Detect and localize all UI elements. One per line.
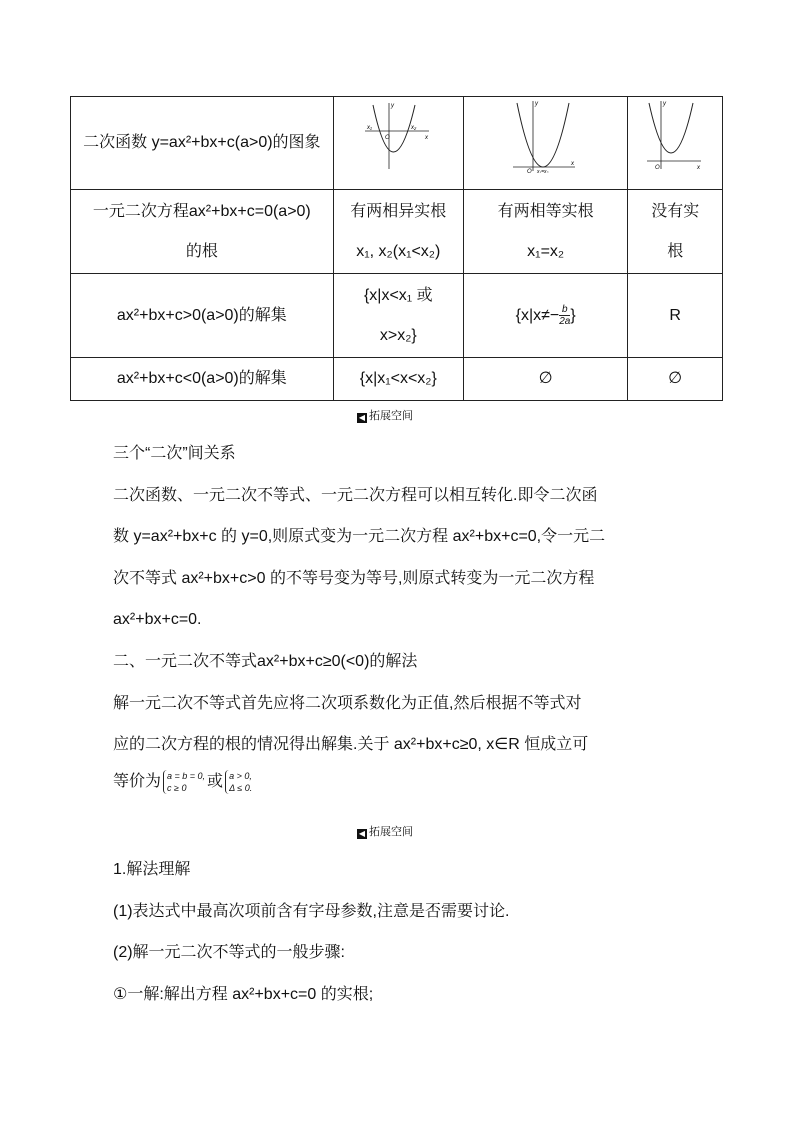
comparison-table: [70, 96, 723, 401]
paragraph: 次不等式 ax²+bx+c>0 的不等号变为等号,则原式转变为一元二次方程: [113, 570, 595, 587]
paragraph: (2)解一元二次不等式的一般步骤:: [113, 944, 346, 961]
paragraph: 二次函数、一元二次不等式、一元二次方程可以相互转化.即令二次函: [113, 487, 598, 504]
root-x2-label: x₂: [411, 125, 417, 131]
graph-two-roots: [333, 97, 463, 190]
cell-no-root: 没有实 根: [628, 190, 723, 274]
cell-solution-no-root: R: [628, 274, 723, 358]
cell-solution-two-roots: {x|x₁<x<x₂}: [333, 358, 463, 401]
axis-y-label: y: [663, 101, 667, 107]
paragraph: 三个“二次”间关系: [113, 445, 236, 462]
paragraph: 解一元二次不等式首先应将二次项系数化为正值,然后根据不等式对: [113, 695, 582, 712]
cell-solution-no-root: ∅: [628, 358, 723, 401]
speaker-icon: ◀: [358, 829, 366, 838]
table-row: [71, 358, 723, 401]
axis-x-label: x: [697, 165, 701, 171]
axis-y-label: y: [534, 101, 538, 107]
fraction: $\frac{b}{2a}$: [559, 303, 571, 327]
paragraph: 应的二次方程的根的情况得出解集.关于 ax²+bx+c≥0, x∈R 恒成立可: [113, 736, 589, 753]
cell-solution-one-root: {x|x≠− $\frac{b}{2a}$ }: [463, 274, 628, 358]
cell-solution-two-roots: {x|x<x₁ 或 x>x₂}: [333, 274, 463, 358]
equation-system: a = b = 0, c ≥ 0: [163, 770, 205, 794]
paragraph: ax²+bx+c=0.: [113, 611, 202, 628]
paragraph: 1.解法理解: [113, 861, 191, 878]
row-label: 二次函数 y=ax²+bx+c(a>0)的图象: [71, 97, 334, 190]
double-root-label: x₁=x₂: [536, 169, 549, 173]
cell-one-root: 有两相等实根 x₁=x₂: [463, 190, 628, 274]
table-row: [71, 274, 723, 358]
parabola-two-roots-graph: [363, 99, 433, 171]
axis-y-label: y: [391, 103, 395, 109]
row-label: 一元二次方程ax²+bx+c=0(a>0) 的根: [71, 190, 334, 274]
graph-no-root: [628, 97, 723, 190]
parabola-no-root-graph: [645, 97, 705, 173]
cell-solution-one-root: ∅: [463, 358, 628, 401]
paragraph: ①一解:解出方程 ax²+bx+c=0 的实根;: [113, 986, 374, 1003]
equation-system: a > 0, Δ ≤ 0.: [225, 770, 252, 794]
paragraph: 数 y=ax²+bx+c 的 y=0,则原式变为一元二次方程 ax²+bx+c=0,令一元二: [113, 528, 606, 545]
paragraph: (1)表达式中最高次项前含有字母参数,注意是否需要讨论.: [113, 903, 510, 920]
table-row: [71, 190, 723, 274]
root-x1-label: x₁: [367, 125, 373, 131]
graph-one-root: [463, 97, 628, 190]
paragraph: 等价为 a = b = 0, c ≥ 0 或 a > 0, Δ ≤ 0.: [113, 771, 253, 793]
axis-x-label: x: [570, 161, 574, 167]
origin-label: O: [385, 135, 390, 141]
row-label: ax²+bx+c<0(a>0)的解集: [71, 358, 334, 401]
section-tag: ◀ 拓展空间: [358, 410, 413, 422]
table-row: [71, 97, 723, 190]
section-heading: 二、一元二次不等式ax²+bx+c≥0(<0)的解法: [113, 653, 418, 670]
section-tag: ◀ 拓展空间: [358, 826, 413, 838]
speaker-icon: ◀: [358, 413, 366, 422]
parabola-one-root-graph: [511, 97, 581, 173]
axis-x-label: x: [425, 135, 429, 141]
row-label: ax²+bx+c>0(a>0)的解集: [71, 274, 334, 358]
origin-label: O: [526, 169, 532, 173]
cell-two-roots: 有两相异实根 x₁, x₂(x₁<x₂): [333, 190, 463, 274]
origin-label: O: [655, 165, 660, 171]
